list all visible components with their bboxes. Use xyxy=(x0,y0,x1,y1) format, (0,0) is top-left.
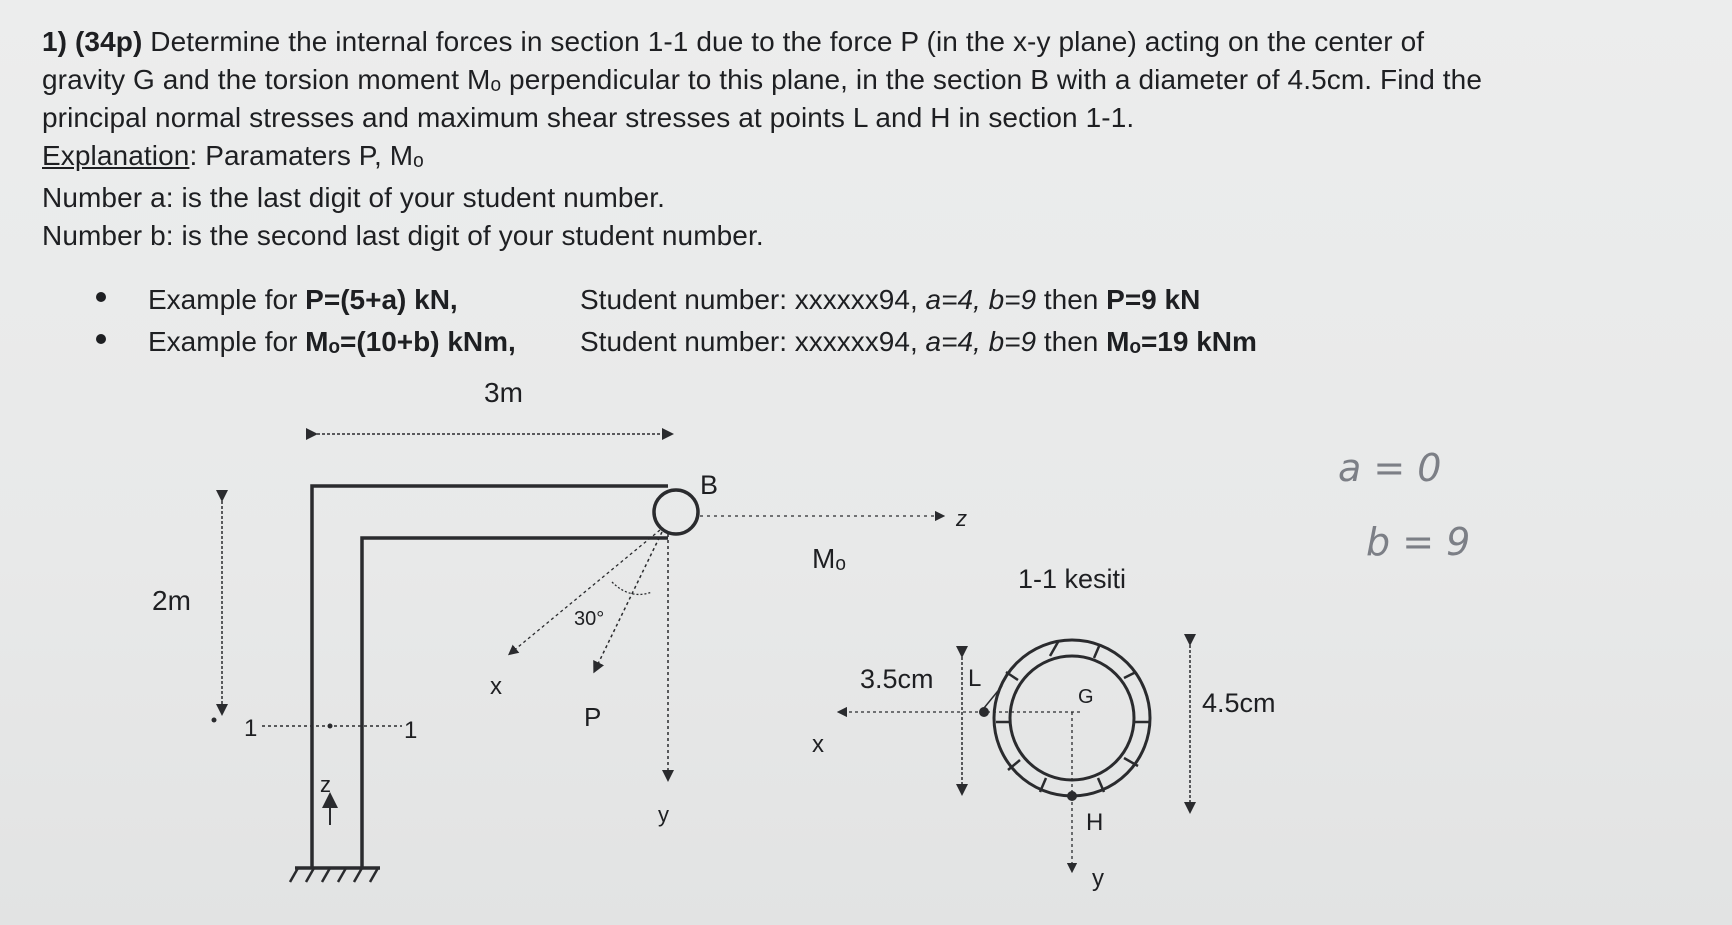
explanation-params: : Paramaters P, Mₒ xyxy=(189,140,424,171)
problem-line-3: principal normal stresses and maximum shear stresses at points L and H in section 1-1. xyxy=(42,102,1135,133)
label-p: P xyxy=(584,702,602,732)
explanation-label: Explanation xyxy=(42,140,190,171)
problem-line-2: gravity G and the torsion moment Mₒ perpendicular to this plane, in the section B with a diameter of 4.5cm. Find the xyxy=(42,64,1482,95)
dim-45-label: 4.5cm xyxy=(1202,688,1276,718)
label-x-section: x xyxy=(812,731,824,758)
dim-35-label: 3.5cm xyxy=(860,664,934,694)
example-p-result: P=9 kN xyxy=(1106,284,1201,315)
label-x-frame: x xyxy=(490,673,502,700)
section-title: 1-1 kesiti xyxy=(1018,564,1127,594)
example-p-pre: Example for xyxy=(148,284,306,315)
label-g: G xyxy=(1078,686,1094,708)
section-dot xyxy=(212,718,217,723)
example-m-formula: Mₒ=(10+b) kNm, xyxy=(305,326,516,357)
example-p-then: then xyxy=(1036,284,1107,315)
label-section-right: 1 xyxy=(404,717,418,744)
example-m-vars: a=4, b=9 xyxy=(925,326,1037,357)
label-section-left: 1 xyxy=(244,715,258,742)
problem-number: 1) (34p) xyxy=(42,26,143,57)
force-p-line xyxy=(596,532,662,668)
example-m-pre: Example for xyxy=(148,326,306,357)
point-l xyxy=(979,707,989,717)
label-z-top: z xyxy=(956,506,967,531)
section-dot xyxy=(328,724,333,729)
support-hatch xyxy=(290,868,378,882)
example-m-result: Mₒ=19 kNm xyxy=(1106,326,1257,357)
circle-b xyxy=(654,490,698,534)
frame-inner-edge xyxy=(362,538,668,868)
point-h xyxy=(1067,791,1077,801)
label-z-base: z xyxy=(320,772,331,797)
label-h: H xyxy=(1086,809,1104,836)
label-y-section: y xyxy=(1092,865,1104,892)
label-l: L xyxy=(968,665,982,692)
handwritten-b: b = 9 xyxy=(1366,520,1471,564)
number-a-line: Number a: is the last digit of your student number. xyxy=(42,182,665,213)
example-m-then: then xyxy=(1036,326,1107,357)
label-b: B xyxy=(700,470,719,500)
number-b-line: Number b: is the second last digit of your student number. xyxy=(42,220,764,251)
label-y-frame: y xyxy=(658,802,669,827)
l-leader xyxy=(984,686,1002,708)
dim-2m-label: 2m xyxy=(152,585,191,616)
label-angle: 30° xyxy=(574,608,605,630)
dim-3m-label: 3m xyxy=(484,377,523,408)
example-p-student: Student number: xxxxxx94, xyxy=(580,284,926,315)
example-m-student: Student number: xxxxxx94, xyxy=(580,326,926,357)
handwritten-a: a = 0 xyxy=(1338,446,1442,490)
example-p-formula: P=(5+a) kN, xyxy=(305,284,458,315)
example-p-vars: a=4, b=9 xyxy=(925,284,1037,315)
problem-line-1-text: Determine the internal forces in section 1-1 due to the force P (in the x-y plane) acting on the center of xyxy=(142,26,1425,57)
label-mo: Mₒ xyxy=(812,543,846,574)
